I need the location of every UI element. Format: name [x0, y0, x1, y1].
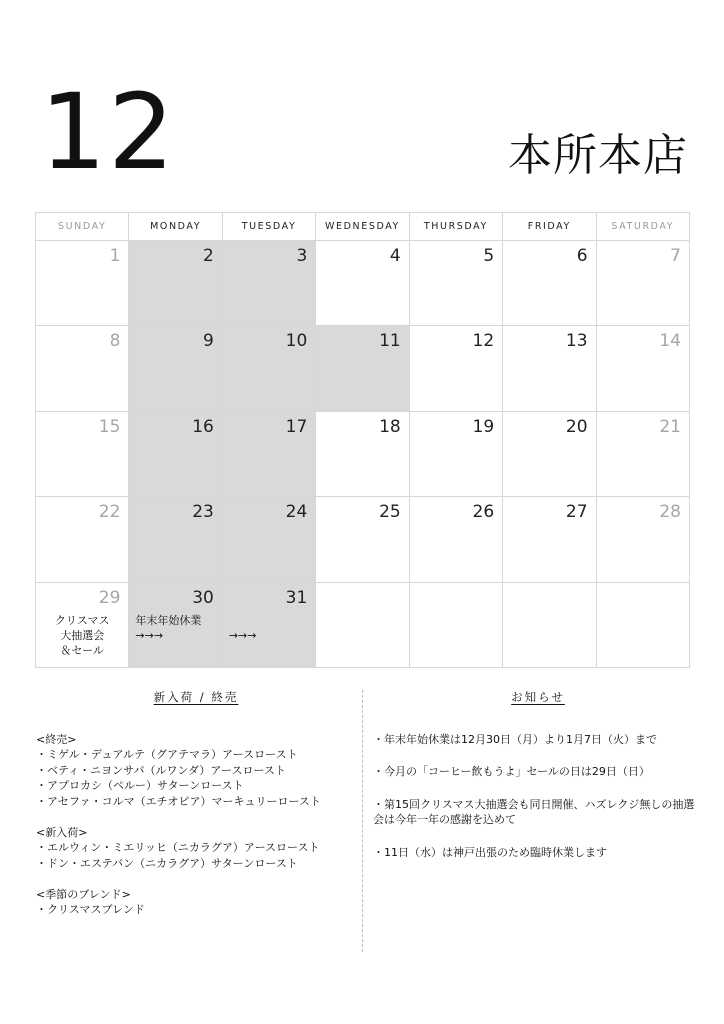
day-number: 7	[670, 246, 681, 266]
news-item: ・ベティ・ニヨンサバ（ルワンダ）アースロースト	[36, 763, 286, 777]
day-number: 6	[576, 246, 588, 266]
news-item: ・アセファ・コルマ（エチオピア）マーキュリーロースト	[36, 794, 321, 808]
day-cell	[36, 412, 129, 497]
day-note: →→→	[228, 628, 257, 642]
calendar-grid	[35, 212, 690, 668]
day-cell	[36, 326, 129, 411]
day-cell	[410, 326, 503, 411]
day-cell	[410, 412, 503, 497]
day-header-monday: MONDAY	[129, 213, 222, 241]
day-number: 12	[472, 331, 495, 352]
day-cell	[597, 241, 690, 326]
day-number: 24	[285, 502, 308, 523]
day-cell	[410, 241, 503, 326]
day-cell	[503, 241, 596, 326]
day-header-thursday: THURSDAY	[410, 213, 503, 241]
day-number: 20	[565, 416, 588, 437]
day-cell	[597, 497, 690, 582]
day-cell	[316, 241, 409, 326]
day-number: 30	[192, 587, 214, 608]
store-name: 本所本店	[508, 130, 688, 181]
news-column	[36, 690, 356, 918]
day-cell	[223, 326, 316, 411]
day-cell	[129, 497, 222, 582]
day-header-friday: FRIDAY	[503, 213, 596, 241]
day-cell	[223, 412, 316, 497]
day-cell	[129, 241, 222, 326]
day-cell	[597, 326, 690, 411]
day-number: 15	[98, 416, 121, 437]
day-cell	[410, 497, 503, 582]
notice-item: ・11日（水）は神戸出張のため臨時休業します	[373, 845, 607, 859]
day-header-saturday: SATURDAY	[597, 213, 690, 241]
notice-item: ・年末年始休業は12月30日（月）より1月7日（火）まで	[373, 732, 657, 746]
day-number: 16	[192, 416, 214, 437]
day-number: 21	[659, 416, 681, 437]
day-cell	[316, 497, 409, 582]
day-cell	[410, 583, 503, 668]
news-section-heading: <季節のブレンド>	[36, 887, 131, 901]
day-cell	[223, 497, 316, 582]
day-cell	[223, 583, 316, 668]
day-cell	[316, 412, 409, 497]
day-number: 28	[659, 502, 681, 523]
news-item: ・アプロカシ（ペルー）サターンロースト	[36, 779, 244, 792]
day-cell	[36, 583, 129, 668]
day-number: 11	[379, 331, 401, 352]
day-number: 19	[472, 416, 495, 437]
news-section-heading: <新入荷>	[36, 825, 88, 839]
day-cell	[503, 326, 596, 411]
day-number: 13	[565, 331, 588, 352]
day-number: 2	[203, 246, 214, 266]
day-cell	[503, 583, 596, 668]
news-item: ・ドン・エステバン（ニカラグア）サターンロースト	[36, 856, 298, 870]
day-cell	[316, 583, 409, 668]
day-number: 23	[192, 502, 214, 523]
day-cell	[503, 412, 596, 497]
day-header-wednesday: WEDNESDAY	[316, 213, 409, 241]
day-cell	[129, 412, 222, 497]
notice-column	[373, 690, 703, 877]
news-list	[36, 732, 356, 918]
day-number: 27	[565, 502, 588, 523]
day-cell	[36, 241, 129, 326]
day-number: 9	[203, 331, 214, 352]
notice-list	[373, 732, 703, 861]
day-number: 22	[98, 502, 121, 523]
news-item: ・ミゲル・デュアルテ（グアテマラ）アースロースト	[36, 748, 298, 761]
notice-title: お知らせ	[511, 690, 565, 704]
day-cell	[36, 497, 129, 582]
day-cell	[129, 583, 222, 668]
day-number: 26	[472, 502, 495, 523]
day-number: 5	[483, 246, 495, 266]
day-number: 10	[285, 331, 308, 352]
news-item: ・エルウィン・ミエリッヒ（ニカラグア）アースロースト	[36, 841, 320, 854]
day-number: 25	[379, 502, 401, 523]
news-item: ・クリスマスブレンド	[36, 903, 145, 916]
day-cell	[316, 326, 409, 411]
day-number: 8	[109, 331, 121, 352]
day-note: クリスマス 大抽選会 ＆セール	[54, 613, 110, 657]
day-number: 14	[659, 331, 681, 352]
day-cell	[223, 241, 316, 326]
day-number: 4	[389, 246, 401, 266]
day-number: 31	[285, 587, 308, 608]
notice-item: ・第15回クリスマス大抽選会も同日開催、ハズレクジ無しの抽選会は今年一年の感謝を込めて	[373, 797, 695, 826]
news-section-heading: <終売>	[36, 732, 77, 746]
day-cell	[597, 583, 690, 668]
day-header-sunday: SUNDAY	[36, 213, 129, 241]
day-header-tuesday: TUESDAY	[223, 213, 316, 241]
day-number: 18	[379, 416, 401, 437]
day-cell	[129, 326, 222, 411]
news-title: 新入荷 / 終売	[153, 690, 239, 704]
day-number: 3	[296, 246, 308, 266]
column-divider	[362, 690, 363, 952]
day-number: 1	[109, 246, 121, 266]
month-number: 12	[40, 71, 177, 193]
day-cell	[597, 412, 690, 497]
day-cell	[503, 497, 596, 582]
notice-item: ・今月の「コーヒー飲もうよ」セールの日は29日（日）	[373, 765, 650, 778]
day-number: 29	[98, 587, 121, 608]
day-number: 17	[285, 416, 308, 437]
day-note: 年末年始休業 →→→	[135, 613, 202, 642]
